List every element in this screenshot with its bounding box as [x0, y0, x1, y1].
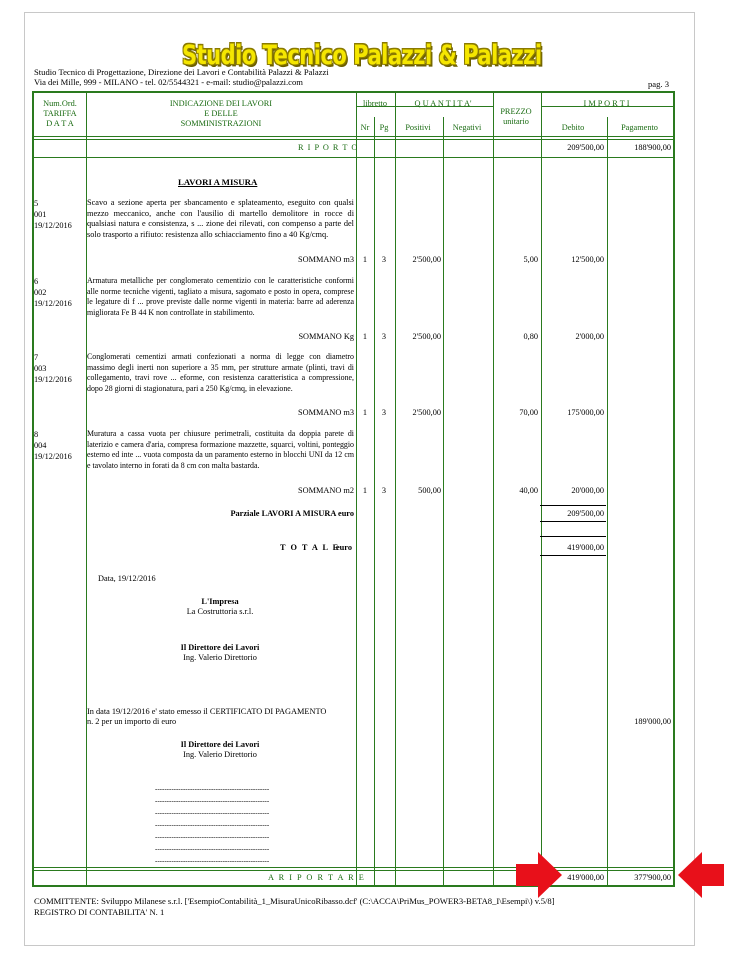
studio-logo: Studio Tecnico Palazzi & Palazzi: [182, 40, 542, 70]
item-prezzo: 0,80: [523, 332, 538, 341]
item-description: Scavo a sezione aperta per sbancamento e splateamento, eseguito con qualsi mezzo meccanico, anche con l'ausilio di martello demolitore in rocce di qualsiasi natura e consistenza, s ... zione dei rilevati, con compenso a parte del solo trasporto a rifiuto: resistenza allo schiacciamento fino a 40 Kg/cmq.: [87, 198, 354, 239]
col-divider: [443, 117, 444, 885]
col-debito: Debito: [561, 123, 585, 132]
col-indicazione-3: SOMMINISTRAZIONI: [180, 119, 262, 128]
item-data: 19/12/2016: [34, 299, 72, 308]
item-debito: 175'000,00: [567, 408, 604, 417]
item-pg: 3: [381, 408, 387, 417]
item-pg: 3: [381, 255, 387, 264]
a-riportare-label: A R I P O R T A R E: [268, 873, 366, 882]
totale-line: [540, 536, 606, 537]
signature-dash-line: -------------------------------------------------: [155, 785, 270, 793]
item-tariffa: 003: [34, 364, 47, 373]
item-description: Muratura a cassa vuota per chiusure perimetrali, costituita da doppia parete di laterizio e camera d'aria, compresa formazione mazzette, squarci, voltini, ponteggio esterno ed inte ... vuota composta da un paramento esterno in blocchi UNI da 12 cm e tavolato interno in forati da 8 cm con malta bastarda.: [87, 429, 354, 470]
col-positivi: Positivi: [405, 123, 431, 132]
signature-date: Data, 19/12/2016: [98, 574, 156, 583]
parziale-line: [540, 505, 606, 506]
header-bottom-line: [34, 136, 673, 137]
item-positivi: 2'500,00: [412, 408, 441, 417]
item-sommano: SOMMANO m2: [297, 486, 354, 495]
a-riportare-pagamento: 377'900,00: [634, 873, 671, 882]
item-prezzo: 40,00: [519, 486, 538, 495]
item-description: Conglomerati cementizi armati confezionati a norma di legge con diametro massimo degli inerti non superiore a 35 mm, per strutture armate (plinti, travi di collegamento, travi rove ... eforme, con resistenza caratteristica a compressione, dopo 28 giorni di stagionatura, pari a 250 Kg/cmq, in elevazione.: [87, 352, 354, 393]
riportare-top-line-2: [34, 870, 673, 871]
col-indicazione-1: INDICAZIONE DEI LAVORI: [169, 99, 273, 108]
arrow-left-icon: [678, 852, 724, 898]
item-tariffa: 004: [34, 441, 47, 450]
col-unitario: unitario: [503, 117, 529, 126]
totale-euro: euro: [336, 543, 352, 552]
col-indicazione-2: E DELLE: [204, 109, 238, 118]
col-quantita: Q U A N T I T A': [414, 99, 472, 108]
signature-dash-line: -------------------------------------------------: [155, 809, 270, 817]
arrow-right-icon: [516, 852, 564, 898]
item-data: 19/12/2016: [34, 375, 72, 384]
certificato-value: 189'000,00: [634, 717, 671, 726]
signature-dash-line: -------------------------------------------------: [155, 833, 270, 841]
item-prezzo: 70,00: [519, 408, 538, 417]
item-num: 8: [34, 430, 39, 439]
col-data: D A T A: [46, 119, 74, 128]
totale-label: T O T A L E: [280, 543, 340, 552]
item-sommano: SOMMANO Kg: [298, 332, 354, 341]
item-nr: 1: [362, 408, 368, 417]
signature-dash-line: -------------------------------------------------: [155, 857, 270, 865]
riportare-top-line: [34, 867, 673, 868]
header-line-2: Via dei Mille, 999 - MILANO - tel. 02/5544321 - e-mail: studio@palazzi.com: [34, 77, 303, 87]
col-pagamento: Pagamento: [621, 123, 658, 132]
item-positivi: 500,00: [418, 486, 441, 495]
col-importi: I M P O R T I: [583, 99, 630, 108]
direttore2-title: Il Direttore dei Lavori: [180, 740, 260, 749]
section-title: LAVORI A MISURA: [178, 177, 258, 187]
direttore2-name: Ing. Valerio Direttorio: [183, 750, 257, 759]
item-sommano: SOMMANO m3: [297, 408, 354, 417]
item-num: 6: [34, 277, 39, 286]
parziale-label: Parziale LAVORI A MISURA euro: [230, 509, 354, 518]
footer-committente: COMMITTENTE: Sviluppo Milanese s.r.l. ['EsempioContabilità_1_MisuraUnicoRibasso.dcf' (C:\ACCA\PriMus_POWER3-BETA8_I\Esempi\) v.5/8]: [34, 896, 555, 906]
item-pg: 3: [381, 332, 387, 341]
item-data: 19/12/2016: [34, 221, 72, 230]
item-positivi: 2'500,00: [412, 332, 441, 341]
header-bottom-line-2: [34, 139, 673, 140]
page-number: pag. 3: [648, 79, 670, 89]
item-description: Armatura metalliche per conglomerato cementizio con le caratteristiche conformi alle norme tecniche vigenti, tagliato a misura, sagomato e posto in opera, comprese le legature di f ... prove previste dalle norme vigenti in materia: barre ad aderenza migliorata Fe B 44 K non controllate in stabilimento.: [87, 276, 354, 317]
signature-dash-line: -------------------------------------------------: [155, 821, 270, 829]
item-prezzo: 5,00: [523, 255, 538, 264]
col-num-ord: Num.Ord.: [43, 99, 77, 108]
item-debito: 20'000,00: [571, 486, 604, 495]
signature-dash-line: -------------------------------------------------: [155, 797, 270, 805]
signature-dash-line: -------------------------------------------------: [155, 845, 270, 853]
impresa-name: La Costruttoria s.r.l.: [186, 607, 254, 616]
totale-underline: [540, 555, 606, 556]
item-nr: 1: [362, 255, 368, 264]
col-prezzo: PREZZO: [500, 107, 532, 116]
col-divider: [607, 117, 608, 885]
riporto-label: R I P O R T O: [298, 143, 359, 152]
item-debito: 2'000,00: [575, 332, 604, 341]
impresa-title: L'Impresa: [201, 597, 239, 606]
riporto-debito: 209'500,00: [567, 143, 604, 152]
item-nr: 1: [362, 486, 368, 495]
header-line-1: Studio Tecnico di Progettazione, Direzione dei Lavori e Contabilità Palazzi & Palazzi: [34, 67, 329, 77]
col-libretto: libretto: [363, 99, 387, 108]
riporto-pagamento: 188'900,00: [634, 143, 671, 152]
item-num: 7: [34, 353, 39, 362]
item-tariffa: 001: [34, 210, 47, 219]
item-num: 5: [34, 199, 39, 208]
col-pg: Pg: [379, 123, 389, 132]
item-nr: 1: [362, 332, 368, 341]
parziale-value: 209'500,00: [567, 509, 604, 518]
col-tariffa: TARIFFA: [43, 109, 77, 118]
item-pg: 3: [381, 486, 387, 495]
riporto-bottom-line: [34, 157, 673, 158]
item-positivi: 2'500,00: [412, 255, 441, 264]
certificato-line-1: In data 19/12/2016 e' stato emesso il CERTIFICATO DI PAGAMENTO: [87, 707, 327, 716]
item-debito: 12'500,00: [571, 255, 604, 264]
item-data: 19/12/2016: [34, 452, 72, 461]
item-sommano: SOMMANO m3: [297, 255, 354, 264]
certificato-line-2: n. 2 per un importo di euro: [87, 717, 177, 726]
col-negativi: Negativi: [452, 123, 482, 132]
item-tariffa: 002: [34, 288, 47, 297]
direttore-name: Ing. Valerio Direttorio: [183, 653, 257, 662]
col-nr: Nr: [360, 123, 370, 132]
footer-registro: REGISTRO DI CONTABILITA' N. 1: [34, 907, 165, 917]
parziale-underline: [540, 521, 606, 522]
totale-value: 419'000,00: [567, 543, 604, 552]
a-riportare-debito: 419'000,00: [567, 873, 604, 882]
col-divider: [374, 117, 375, 885]
direttore-title: Il Direttore dei Lavori: [180, 643, 260, 652]
